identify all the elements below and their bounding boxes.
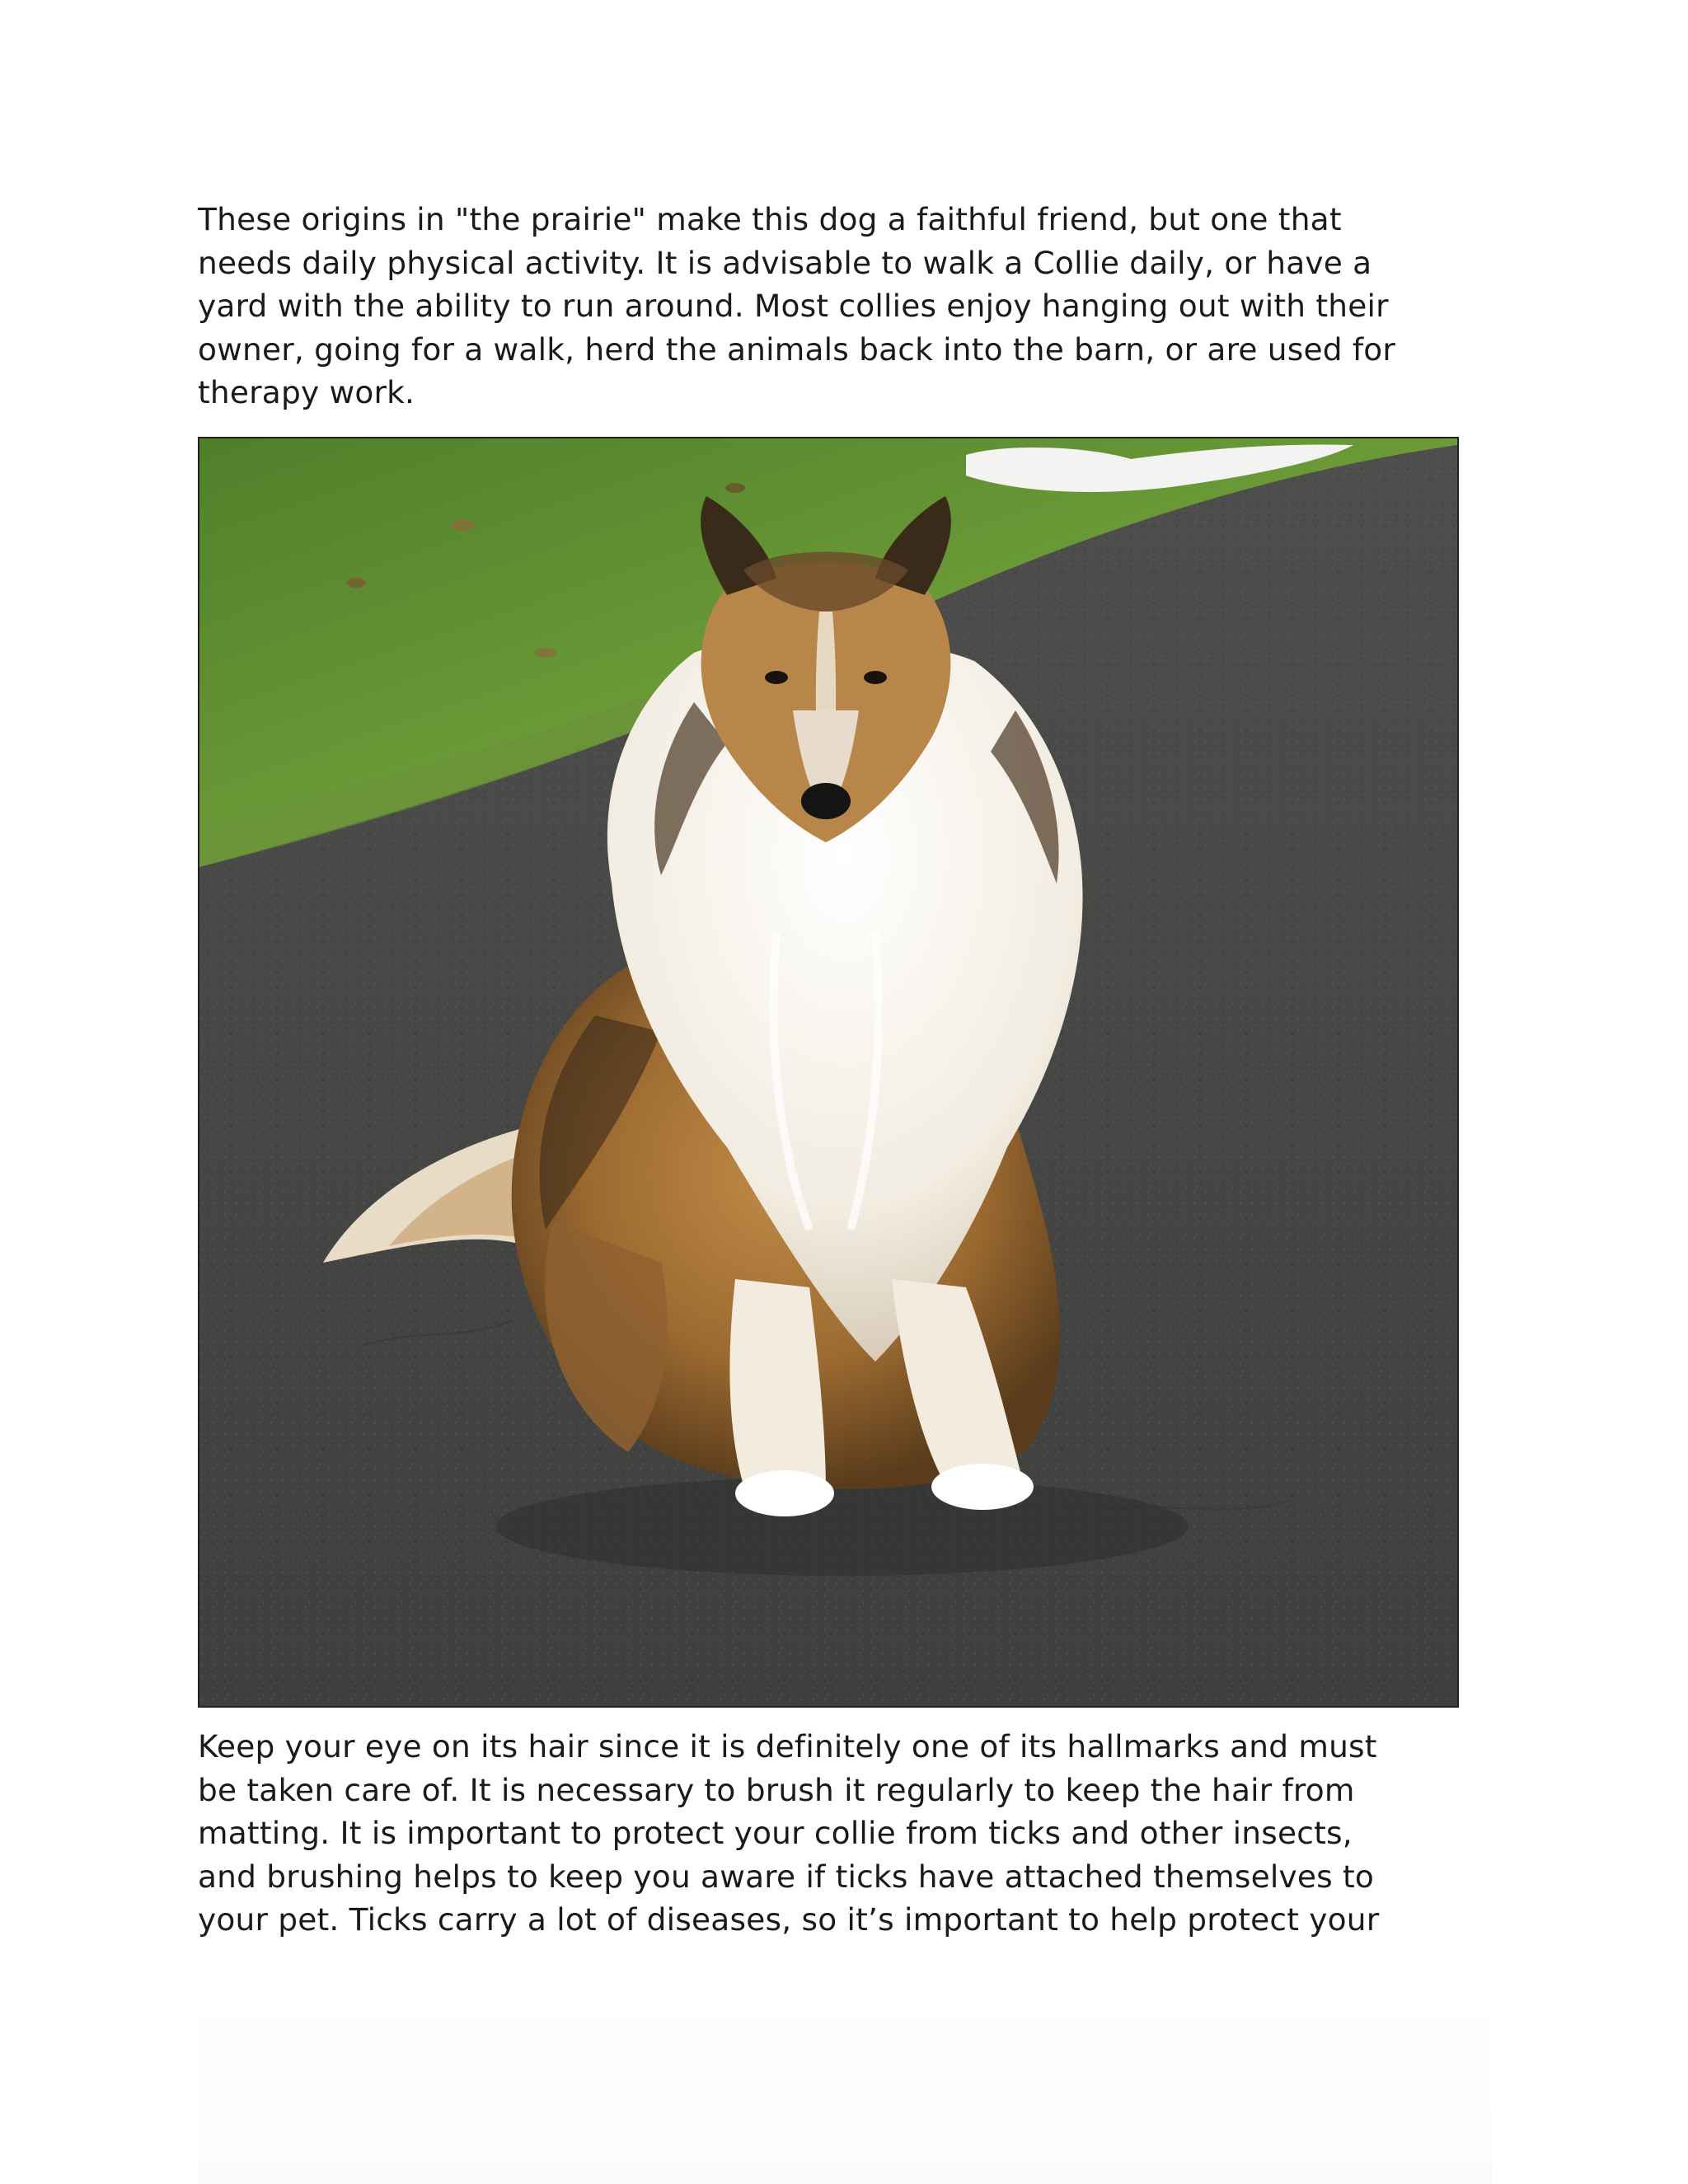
text-line: and brushing helps to keep you aware if ticks have attached themselves to <box>198 1858 1375 1895</box>
paragraph-grooming <box>198 1725 1492 1942</box>
collie-photo <box>198 437 1459 1708</box>
collie-illustration <box>199 438 1457 1706</box>
text-line: therapy work. <box>198 374 415 410</box>
text-line: yard with the ability to run around. Most collies enjoy hanging out with their <box>198 288 1389 324</box>
page-bottom-area <box>198 1994 1492 2184</box>
text-line: matting. It is important to protect your collie from ticks and other insects, <box>198 1815 1353 1851</box>
text-line: owner, going for a walk, herd the animals back into the barn, or are used for <box>198 330 1396 368</box>
text-line: your pet. Ticks carry a lot of diseases, so it’s important to help protect your <box>198 1901 1380 1938</box>
text-line: be taken care of. It is necessary to brush it regularly to keep the hair from <box>198 1771 1355 1808</box>
text-line: These origins in "the prairie" make this dog a faithful friend, but one that <box>198 201 1342 237</box>
paragraph-intro <box>198 198 1492 415</box>
text-line: needs daily physical activity. It is advisable to walk a Collie daily, or have a <box>198 244 1372 281</box>
text-line: Keep your eye on its hair since it is definitely one of its hallmarks and must <box>198 1728 1377 1765</box>
